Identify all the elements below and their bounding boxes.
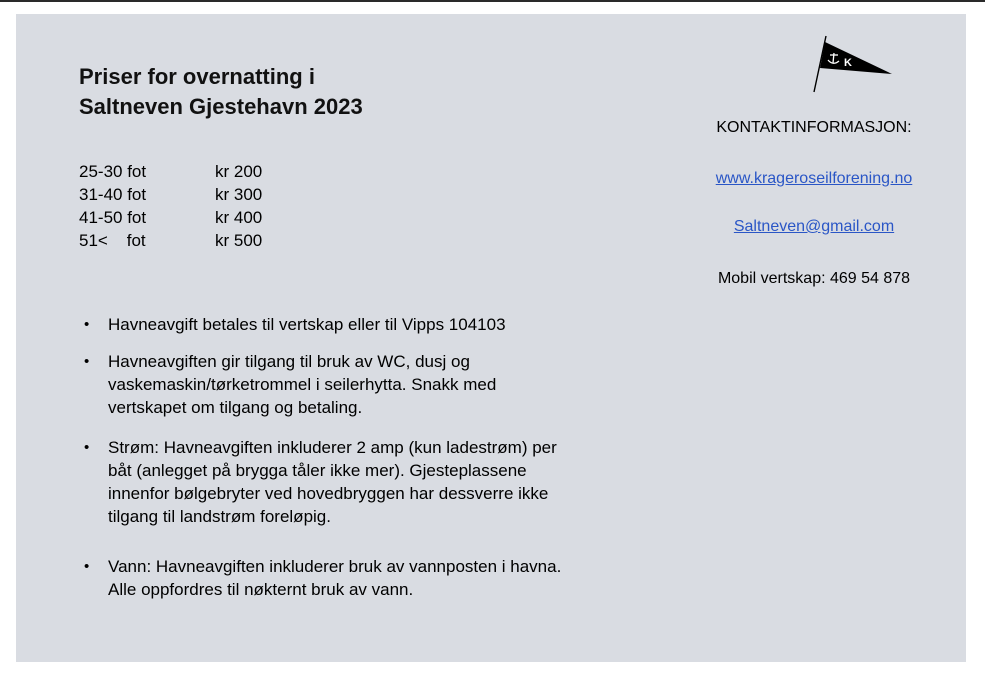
- contact-section: [670, 118, 958, 289]
- bullet-line: vertskapet om tilgang og betaling.: [108, 398, 363, 417]
- website-link[interactable]: www.krageroseilforening.no: [715, 170, 913, 187]
- bullet-item-water: [80, 555, 690, 601]
- logo-letter: K: [844, 57, 852, 69]
- price-table: [79, 160, 262, 252]
- bullet-icon: •: [84, 316, 90, 333]
- bullet-item-facilities: [80, 350, 690, 419]
- bullet-icon: •: [84, 558, 90, 575]
- club-pennant-icon: [810, 34, 895, 94]
- bullet-icon: •: [84, 439, 90, 456]
- bullet-line: innenfor bølgebryter ved hovedbryggen har dessverre ikke: [108, 484, 549, 503]
- bullet-item-payment: [80, 313, 690, 336]
- host-phone: Mobil vertskap: 469 54 878: [717, 270, 911, 287]
- top-divider: [0, 0, 985, 2]
- bullet-line: båt (anlegget på brygga tåler ikke mer). Gjesteplassene: [108, 461, 527, 480]
- boat-size: 25-30 fot: [79, 162, 147, 181]
- bullet-line: tilgang til landstrøm foreløpig.: [108, 507, 331, 526]
- price-row: [79, 206, 262, 229]
- contact-heading: KONTAKTINFORMASJON:: [716, 119, 912, 136]
- boat-size: 31-40 fot: [79, 185, 147, 204]
- bullet-line: vaskemaskin/tørketrommel i seilerhytta. Snakk med: [108, 375, 497, 394]
- page-title: [79, 62, 599, 122]
- bullet-line: Havneavgift betales til vertskap eller til Vipps 104103: [108, 315, 506, 334]
- email-link[interactable]: Saltneven@gmail.com: [733, 218, 895, 235]
- bullet-line: Alle oppfordres til nøkternt bruk av vann.: [108, 580, 414, 599]
- bullet-line: Strøm: Havneavgiften inkluderer 2 amp (kun ladestrøm) per: [108, 438, 557, 457]
- bullet-line: Vann: Havneavgiften inkluderer bruk av vannposten i havna.: [108, 557, 562, 576]
- price-amount: kr 300: [215, 185, 263, 204]
- bullet-icon: •: [84, 353, 90, 370]
- price-amount: kr 500: [215, 231, 263, 250]
- price-amount: kr 200: [215, 162, 263, 181]
- title-line-1: Priser for overnatting i: [79, 64, 315, 89]
- bullet-line: Havneavgiften gir tilgang til bruk av WC, dusj og: [108, 352, 470, 371]
- bullet-item-power: [80, 436, 690, 528]
- price-row: [79, 183, 262, 206]
- boat-size: 41-50 fot: [79, 208, 147, 227]
- price-amount: kr 400: [215, 208, 263, 227]
- price-row: [79, 160, 262, 183]
- title-line-2: Saltneven Gjestehavn 2023: [79, 94, 363, 119]
- boat-size: 51< fot: [79, 231, 146, 250]
- price-row: [79, 229, 262, 252]
- info-bullet-list: [80, 313, 690, 601]
